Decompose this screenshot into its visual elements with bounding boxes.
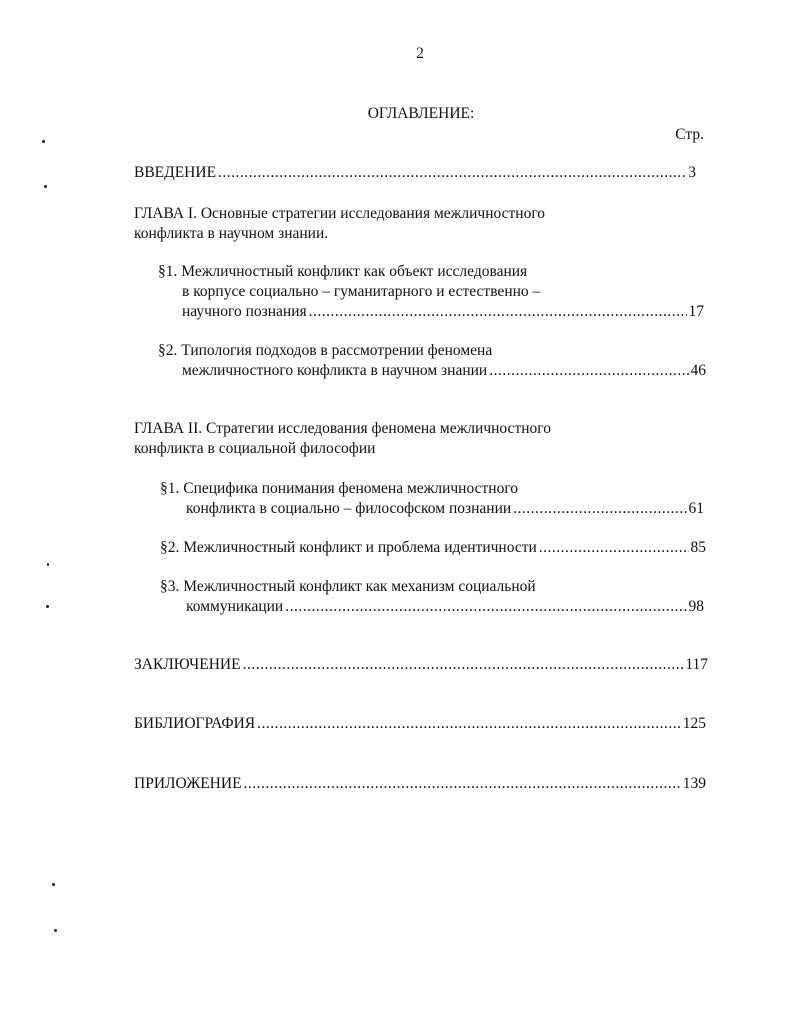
toc-entry-label: конфликта в социально – философском познании [186, 500, 512, 517]
ch1-sec1-line1: §1. Межличностный конфликт как объект исследования [158, 263, 528, 280]
toc-entry-page: 85 [690, 539, 706, 556]
leader-dots [489, 361, 688, 381]
scan-speck [42, 140, 45, 143]
leader-dots [257, 714, 681, 734]
toc-entry-ch2-sec3 [186, 597, 704, 617]
toc-entry-page: 125 [682, 715, 706, 732]
ch2-sec3-line1: §3. Межличностный конфликт как механизм социальной [160, 578, 536, 595]
leader-dots [309, 302, 687, 322]
toc-entry-label: научного познания [182, 303, 307, 320]
toc-entry-ch2-sec1 [186, 499, 704, 519]
toc-entry-label: ЗАКЛЮЧЕНИЕ [134, 656, 241, 673]
leader-dots [243, 655, 684, 675]
ch1-sec2-line1: §2. Типология подходов в рассмотрении феномена [158, 342, 493, 359]
toc-entry-ch1-sec1 [182, 302, 704, 322]
toc-entry-page: 3 [688, 164, 696, 181]
chapter2-heading-line2: конфликта в социальной философии [134, 440, 376, 457]
toc-entry-page: 117 [685, 656, 708, 673]
toc-entry-label: БИБЛИОГРАФИЯ [134, 715, 256, 732]
leader-dots [539, 538, 689, 558]
leader-dots [513, 499, 686, 519]
ch2-sec1-line1: §1. Специфика понимания феномена межличностного [160, 480, 519, 497]
scan-speck [46, 605, 49, 608]
toc-entry-label: ВВЕДЕНИЕ [134, 164, 217, 181]
scan-speck [47, 563, 49, 566]
chapter2-heading-line1: ГЛАВА II. Стратегии исследования феномена межличностного [134, 420, 551, 437]
leader-dots [244, 774, 681, 794]
toc-entry-appendix [134, 774, 706, 794]
toc-entry-page: 98 [688, 598, 704, 615]
chapter1-heading-line2: конфликта в научном знании. [134, 225, 329, 242]
ch1-sec1-line2: в корпусе социально – гуманитарного и естественно – [182, 283, 541, 300]
leader-dots [218, 163, 686, 183]
scan-speck [52, 883, 55, 886]
page-column-label: Стр. [675, 126, 704, 143]
chapter1-heading-line1: ГЛАВА I. Основные стратегии исследования межличностного [134, 205, 546, 222]
toc-entry-page: 46 [690, 362, 706, 379]
toc-entry-label: коммуникации [186, 598, 284, 615]
toc-title: ОГЛАВЛЕНИЕ: [367, 105, 475, 122]
toc-entry-label: межличностного конфликта в научном знании [182, 362, 488, 379]
toc-entry-label: §2. Межличностный конфликт и проблема идентичности [160, 539, 537, 556]
toc-entry-page: 139 [682, 775, 706, 792]
toc-entry-label: ПРИЛОЖЕНИЕ [134, 775, 242, 792]
page-number: 2 [416, 45, 424, 62]
toc-entry-conclusion [134, 655, 708, 675]
toc-entry-ch1-sec2 [182, 361, 706, 381]
leader-dots [285, 597, 686, 617]
toc-entry-bibliography [134, 714, 706, 734]
toc-entry-page: 17 [688, 303, 704, 320]
scan-speck [44, 185, 47, 188]
toc-entry-ch2-sec2 [160, 538, 706, 558]
scan-speck [54, 929, 57, 932]
toc-entry-introduction [134, 163, 696, 183]
toc-entry-page: 61 [688, 500, 704, 517]
